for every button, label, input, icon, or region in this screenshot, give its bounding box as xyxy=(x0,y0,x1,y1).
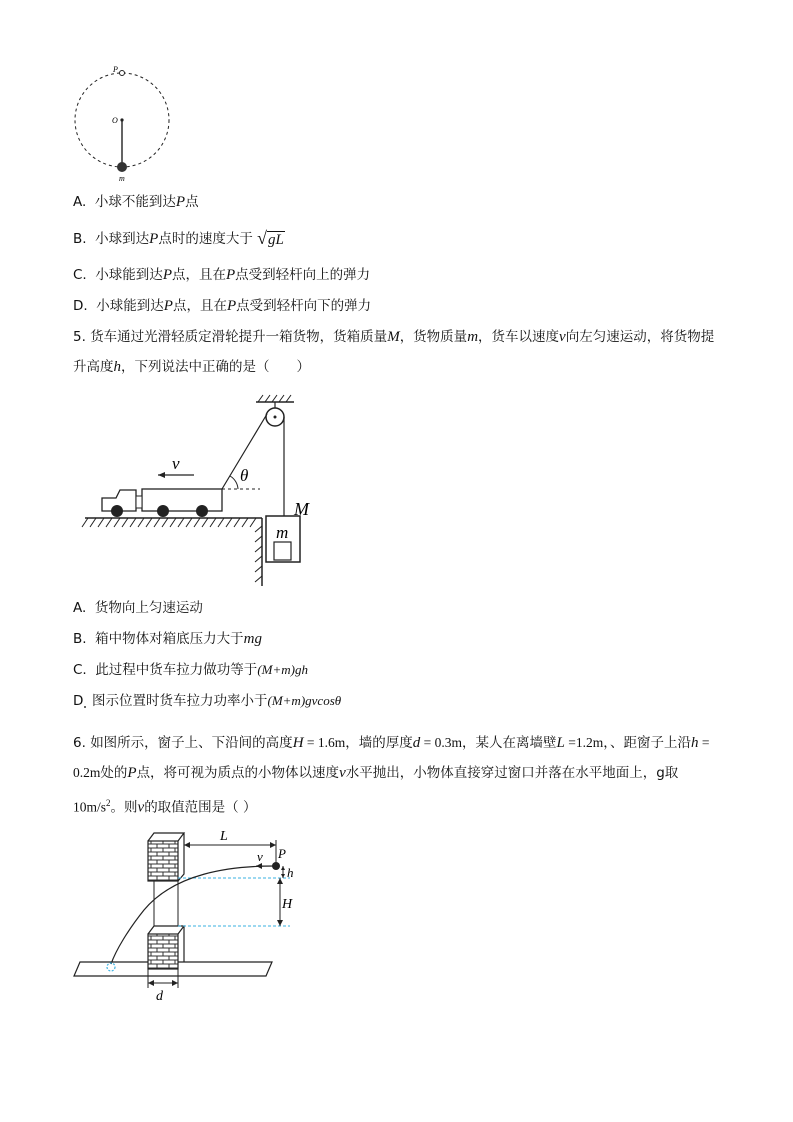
label-v: v xyxy=(172,454,180,473)
upper-wall xyxy=(148,841,178,881)
q5-option-d: D 图示位置时货车拉力功率小于(M+m)gvcosθ xyxy=(73,693,342,709)
q4-option-d: D. 小球能到达P点，且在P点受到轻杆向下的弹力 xyxy=(73,298,372,314)
point-p xyxy=(120,71,125,76)
cargo-item xyxy=(274,542,291,560)
q6-stem: 6. 如图所示，窗子上、下沿间的高度H = 1.6m，墙的厚度d = 0.3m，某人在离墙壁L =1.2m，、距窗子上沿h = 0.2m处的P点，将可视为质点的小物体以速度v水平抛出，小物体直接穿过窗口并落在水平地面上，g取$10m/s^2$。则v的取值范围是（ ） xyxy=(73,735,710,816)
q4-option-b: B. 小球到达P点时的速度大于 √gL xyxy=(73,228,284,248)
q4-option-a: A. 小球不能到达P点 xyxy=(73,194,199,210)
label-o: O xyxy=(112,116,118,125)
circle-rod-figure xyxy=(70,62,180,184)
label-d: d xyxy=(156,989,163,1004)
lower-wall xyxy=(148,934,178,969)
pivot-o xyxy=(120,118,123,121)
q5-stem: 5. 货车通过光滑轻质定滑轮提升一箱货物，货箱质量M，货物质量m，货车以速度v向左匀速运动，将货物提升高度h，下列说法中正确的是（ ） xyxy=(73,329,715,375)
label-M: M xyxy=(294,499,309,519)
stray-dot xyxy=(84,706,86,708)
label-v: v xyxy=(257,849,263,864)
truck-wheel xyxy=(196,505,208,517)
ball-p xyxy=(272,862,280,870)
label-m: m xyxy=(276,523,289,542)
truck-wheel xyxy=(157,505,169,517)
label-H: H xyxy=(282,897,293,912)
truck-wheel xyxy=(111,505,123,517)
label-L: L xyxy=(220,829,228,844)
truck-pulley-figure xyxy=(80,392,320,588)
label-P: P xyxy=(278,846,286,861)
label-h: h xyxy=(287,865,294,880)
window-projectile-figure xyxy=(70,828,294,1004)
label-theta: θ xyxy=(240,466,249,485)
label-p: P xyxy=(113,65,118,74)
ball-m xyxy=(117,162,127,172)
sqrt-gl: √gL xyxy=(257,228,284,248)
label-m: m xyxy=(119,174,125,183)
q5-option-c: C. 此过程中货车拉力做功等于(M+m)gh xyxy=(73,662,308,678)
trajectory xyxy=(111,866,275,964)
q4-option-c: C. 小球能到达P点，且在P点受到轻杆向上的弹力 xyxy=(73,267,371,283)
q5-option-a: A. 货物向上匀速运动 xyxy=(73,600,203,616)
truck-body xyxy=(142,489,222,511)
q5-option-b: B. 箱中物体对箱底压力大于mg xyxy=(73,631,262,647)
